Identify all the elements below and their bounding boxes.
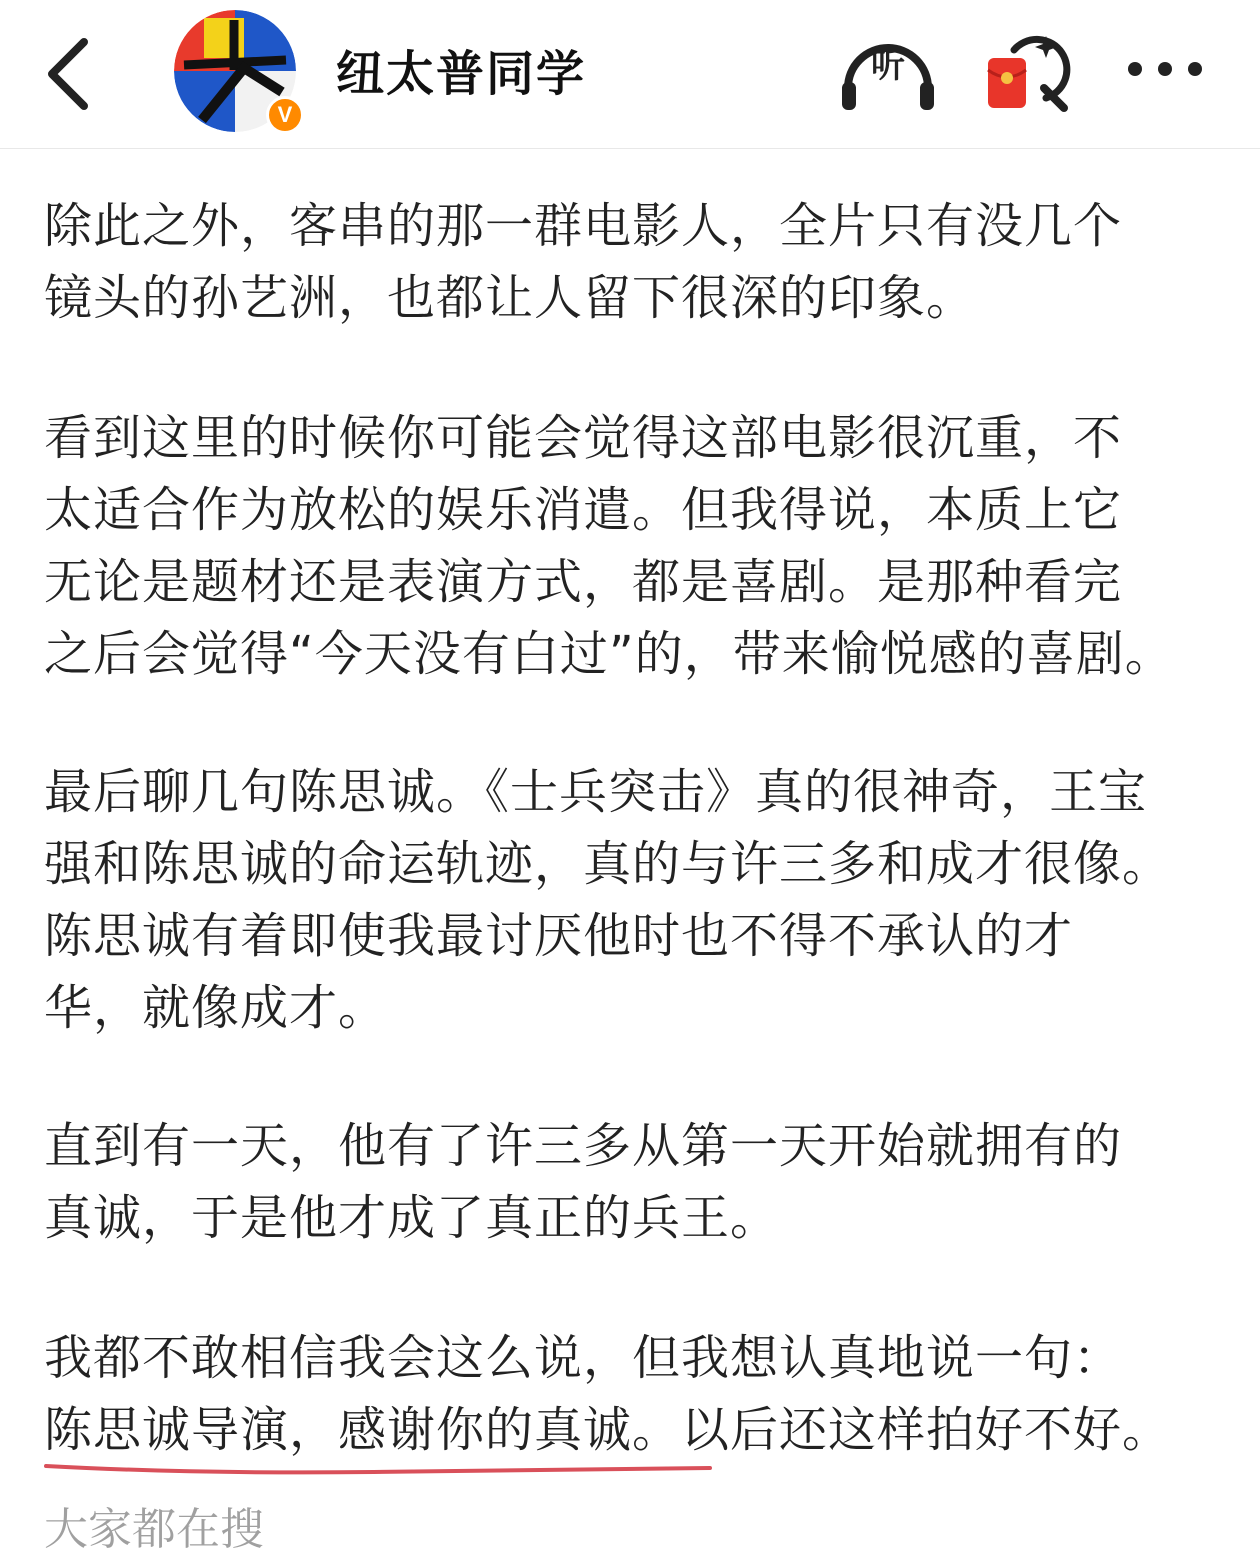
text-line: 镜头的孙艺洲，也都让人留下很深的印象。 [44,270,976,326]
text-line: 华，就像成才。 [44,980,388,1036]
text-line: 我都不敢相信我会这么说，但我想认真地说一句： [44,1330,1123,1386]
text-line: 除此之外，客串的那一群电影人，全片只有没几个 [44,198,1123,254]
text-line: 强和陈思诚的命运轨迹，真的与许三多和成才很像。 [44,836,1172,892]
text-line: 之后会觉得“今天没有白过”的，带来愉悦感的喜剧。 [44,626,1174,682]
more-options-button[interactable] [1120,50,1210,90]
text-line: 最后聊几句陈思诚。《士兵突击》真的很神奇，王宝 [44,764,1148,820]
trending-search-label[interactable]: 大家都在搜 [44,1504,264,1555]
red-packet-search-button[interactable] [984,28,1074,114]
avatar[interactable] [174,10,302,138]
text-line: 真诚，于是他才成了真正的兵王。 [44,1190,780,1246]
text-line-underlined: 陈思诚导演，感谢你的真诚。以后还这样拍好不好。 [44,1402,1172,1458]
paragraph [44,1110,1122,1254]
text-line: 太适合作为放松的娱乐消遣。但我得说，本质上它 [44,482,1123,538]
handwritten-underline [44,1452,724,1482]
back-button[interactable] [40,34,100,114]
listen-button[interactable] [838,30,938,114]
top-bar [0,0,1260,149]
listen-label: 听 [871,46,905,86]
verified-badge: V [266,96,304,134]
text-line: 看到这里的时候你可能会觉得这部电影很沉重，不 [44,410,1123,466]
red-packet-search-icon [984,28,1074,114]
username[interactable]: 纽太普同学 [336,46,587,102]
paragraph [44,402,1174,690]
paragraph [44,190,1122,334]
paragraph [44,1322,1171,1466]
paragraph [44,756,1171,1044]
text-line: 陈思诚有着即使我最讨厌他时也不得不承认的才 [44,908,1074,964]
text-line: 无论是题材还是表演方式，都是喜剧。是那种看完 [44,554,1123,610]
chevron-left-icon [40,34,100,114]
text-line: 直到有一天，他有了许三多从第一天开始就拥有的 [44,1118,1123,1174]
